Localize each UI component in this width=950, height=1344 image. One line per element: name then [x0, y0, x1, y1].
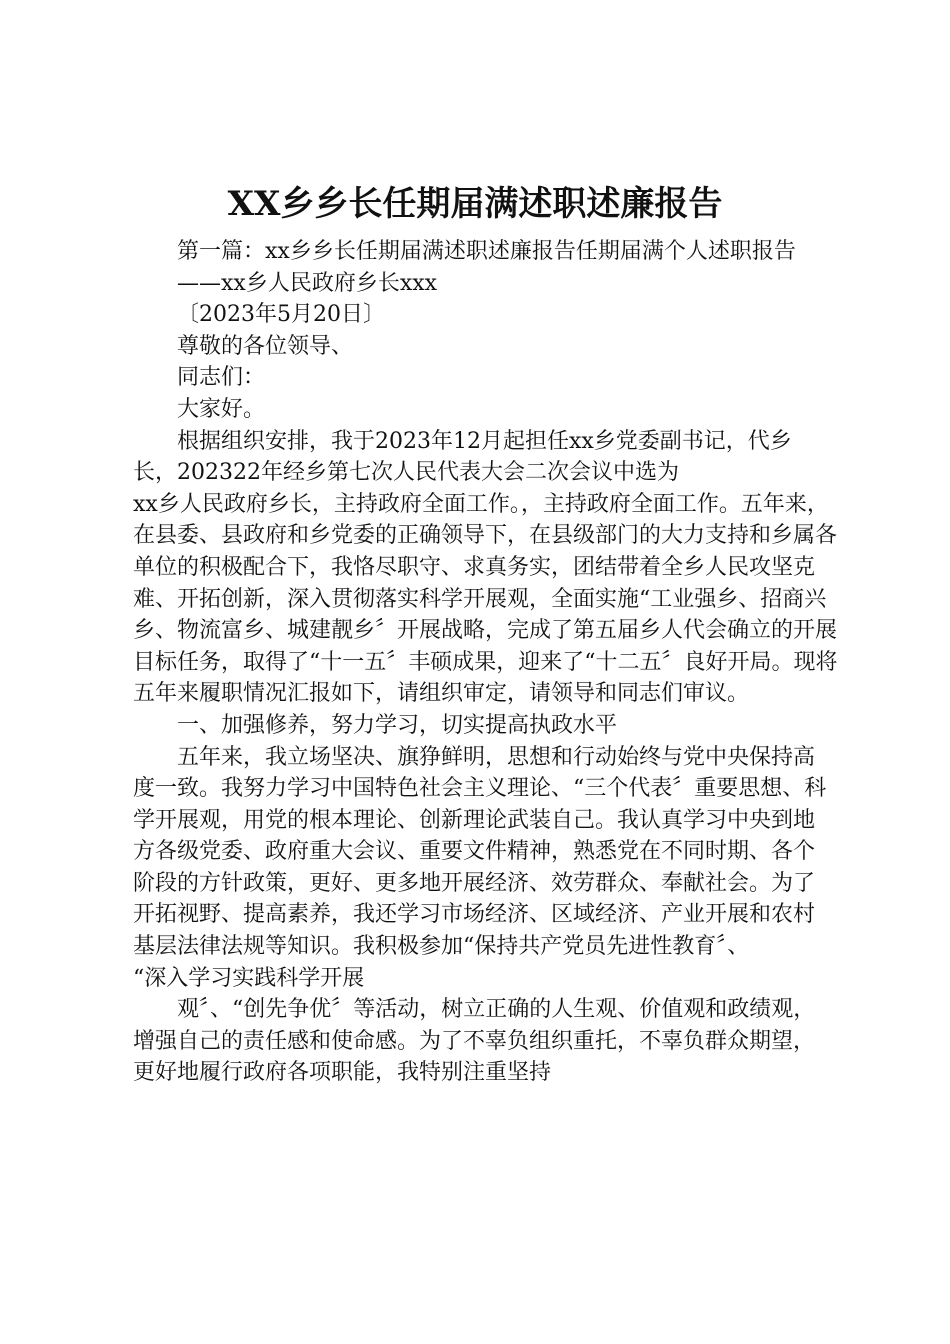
paragraph-intro-continued: xx乡人民政府乡长，主持政府全面工作。，主持政府全面工作。五年来，在县委、县政府和乡党委的正确领导下，在县级部门的大力支持和乡属各单位的积极配合下，我恪尽职守、求真务实，团结带着全乡人民攻坚克难、开拓创新，深入贯彻落实科学开展观，全面实施“工业强乡、招商兴乡、物流富乡、城建靓乡〞开展战略，完成了第五届乡人代会确立的开展目标任务，取得了“十一五〞丰硕成果，迎来了“十二五〞良好开局。现将五年来履职情况汇报如下，请组织审定，请领导和同志们审议。 — [133, 491, 838, 707]
paragraph-section-1-fragment: “深入学习实践科学开展 — [133, 965, 365, 991]
paragraph-section-1-continued: 观〞、“创先争优〞等活动，树立正确的人生观、价值观和政绩观，增强自己的责任感和使命感。为了不辜负组织重托，不辜负群众期望，更好地履行政府各项职能，我特别注重坚持 — [133, 997, 816, 1086]
paragraph-greeting: 大家好。 — [177, 396, 266, 422]
paragraph-author: ——xx乡人民政府乡长xxx — [177, 270, 438, 296]
document-body — [133, 236, 838, 1089]
paragraph-salutation-1: 尊敬的各位领导、 — [177, 333, 354, 359]
section-heading-1: 一、加强修养，努力学习，切实提高执政水平 — [177, 712, 618, 738]
paragraph-subtitle: 第一篇：xx乡乡长任期届满述职述廉报告任期届满个人述职报告 — [177, 239, 796, 264]
paragraph-salutation-2: 同志们： — [177, 365, 266, 391]
document-title: XX乡乡长任期届满述职述廉报告 — [227, 184, 723, 224]
paragraph-intro: 根据组织安排，我于2023年12月起担任xx乡党委副书记，代乡长，202322年经乡第七次人民代表大会二次会议中选为 — [133, 428, 792, 486]
paragraph-section-1: 五年来，我立场坚决、旗狰鲜明，思想和行动始终与党中央保持高度一致。我努力学习中国特色社会主义理论、“三个代表〞重要思想、科学开展观，用党的根本理论、创新理论武装自己。我认真学习中央到地方各级党委、政府重大会议、重要文件精神，熟悉党在不同时期、各个阶段的方针政策，更好、更多地开展经济、效劳群众、奉献社会。为了开拓视野、提高素养，我还学习市场经济、区域经济、产业开展和农村基层法律法规等知识。我积极参加“保持共产党员先进性教育〞、 — [133, 744, 827, 960]
paragraph-date: 〔2023年5月20日〕 — [177, 302, 385, 328]
